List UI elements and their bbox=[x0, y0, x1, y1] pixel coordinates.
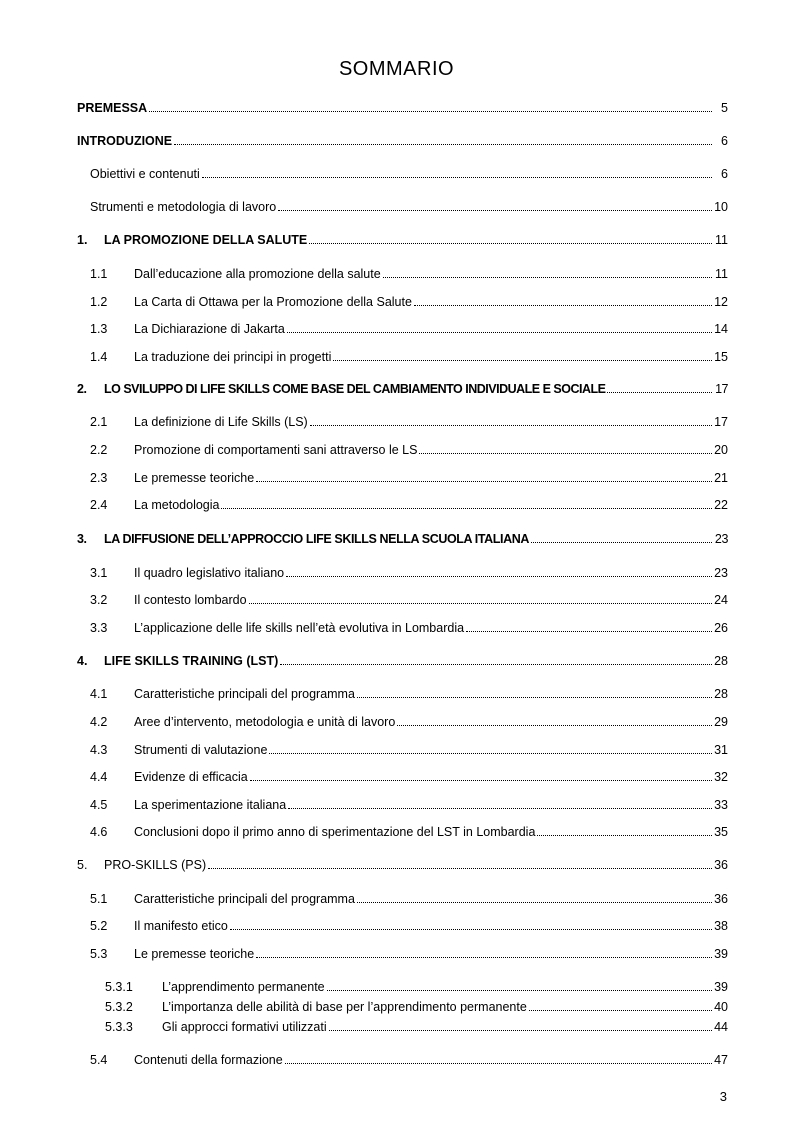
toc-entry-text: La sperimentazione italiana bbox=[134, 798, 287, 812]
toc-entry-page: 24 bbox=[714, 593, 728, 607]
toc-leader-dots bbox=[250, 769, 712, 781]
toc-chapter-5[interactable] bbox=[77, 857, 728, 873]
toc-entry-number: 5.3.2 bbox=[105, 1000, 133, 1014]
toc-entry-number: 2.2 bbox=[90, 443, 108, 457]
toc-leader-dots bbox=[309, 232, 712, 244]
toc-entry-text: Obiettivi e contenuti bbox=[90, 167, 200, 181]
toc-entry-number: 1.3 bbox=[90, 322, 108, 336]
toc-entry-number: 5.2 bbox=[90, 919, 108, 933]
toc-leader-dots bbox=[278, 199, 712, 211]
toc-entry-number: 5.3.3 bbox=[105, 1020, 133, 1034]
toc-leader-dots bbox=[149, 100, 712, 112]
toc-section-4-4[interactable] bbox=[90, 769, 728, 785]
toc-leader-dots bbox=[256, 946, 712, 958]
toc-entry-page: 6 bbox=[721, 134, 728, 148]
toc-entry-text: Aree d’intervento, metodologia e unità di lavoro bbox=[134, 715, 396, 729]
toc-entry-text: La Dichiarazione di Jakarta bbox=[134, 322, 285, 336]
toc-leader-dots bbox=[202, 166, 712, 178]
toc-entry-number: 5.3 bbox=[90, 947, 108, 961]
toc-leader-dots bbox=[531, 531, 712, 543]
toc-entry-text: LA PROMOZIONE DELLA SALUTE bbox=[104, 233, 308, 247]
toc-leader-dots bbox=[249, 592, 712, 604]
toc-subsection-5-3-2[interactable] bbox=[105, 999, 728, 1015]
toc-entry-number: 2.4 bbox=[90, 498, 108, 512]
toc-leader-dots bbox=[357, 891, 712, 903]
toc-leader-dots bbox=[280, 653, 712, 665]
toc-section-3-3[interactable] bbox=[90, 620, 728, 636]
toc-entry-number: 5.4 bbox=[90, 1053, 108, 1067]
toc-leader-dots bbox=[288, 797, 712, 809]
toc-entry-text: PRO-SKILLS (PS) bbox=[104, 858, 207, 872]
toc-entry-text: Il manifesto etico bbox=[134, 919, 228, 933]
toc-leader-dots bbox=[414, 294, 712, 306]
toc-entry-text: La definizione di Life Skills (LS) bbox=[134, 415, 308, 429]
toc-leader-dots bbox=[329, 1019, 712, 1031]
toc-entry-text: Conclusioni dopo il primo anno di sperimentazione del LST in Lombardia bbox=[134, 825, 536, 839]
toc-leader-dots bbox=[174, 133, 712, 145]
toc-entry-page: 11 bbox=[715, 233, 728, 247]
toc-leader-dots bbox=[357, 686, 712, 698]
toc-entry-text: Caratteristiche principali del programma bbox=[134, 892, 355, 906]
toc-leader-dots bbox=[397, 714, 712, 726]
toc-leader-dots bbox=[285, 1052, 712, 1064]
toc-entry-number: 2.1 bbox=[90, 415, 108, 429]
toc-section-5-2[interactable] bbox=[90, 918, 728, 934]
toc-entry-text: L’apprendimento permanente bbox=[162, 980, 325, 994]
toc-section-4-2[interactable] bbox=[90, 714, 728, 730]
toc-leader-dots bbox=[269, 742, 712, 754]
toc-leader-dots bbox=[230, 918, 712, 930]
toc-entry-number: 5.3.1 bbox=[105, 980, 133, 994]
toc-entry-page: 6 bbox=[721, 167, 728, 181]
toc-entry-page: 40 bbox=[714, 1000, 728, 1014]
toc-entry-page: 44 bbox=[714, 1020, 728, 1034]
toc-entry-number: 4. bbox=[77, 654, 88, 668]
toc-entry-number: 2.3 bbox=[90, 471, 108, 485]
toc-chapter-3[interactable] bbox=[77, 531, 728, 547]
toc-entry-number: 3.1 bbox=[90, 566, 108, 580]
toc-entry-page: 33 bbox=[714, 798, 728, 812]
toc-entry-page: 47 bbox=[714, 1053, 728, 1067]
toc-entry-number: 4.1 bbox=[90, 687, 108, 701]
toc-entry-text: PREMESSA bbox=[77, 101, 148, 115]
toc-section-1-3[interactable] bbox=[90, 321, 728, 337]
toc-entry-page: 36 bbox=[714, 892, 728, 906]
toc-entry-number: 4.3 bbox=[90, 743, 108, 757]
toc-entry-page: 29 bbox=[714, 715, 728, 729]
toc-entry-introduzione[interactable] bbox=[77, 133, 728, 149]
toc-subsection-5-3-3[interactable] bbox=[105, 1019, 728, 1035]
toc-entry-page: 12 bbox=[714, 295, 728, 309]
toc-entry-text: La Carta di Ottawa per la Promozione della Salute bbox=[134, 295, 412, 309]
toc-entry-page: 17 bbox=[714, 415, 728, 429]
toc-entry-page: 31 bbox=[714, 743, 728, 757]
toc-entry-number: 4.5 bbox=[90, 798, 108, 812]
toc-entry-text: Strumenti di valutazione bbox=[134, 743, 268, 757]
toc-leader-dots bbox=[310, 414, 712, 426]
toc-leader-dots bbox=[607, 381, 712, 393]
toc-entry-page: 15 bbox=[714, 350, 728, 364]
toc-section-4-5[interactable] bbox=[90, 797, 728, 813]
toc-entry-text: INTRODUZIONE bbox=[77, 134, 173, 148]
toc-entry-number: 1.2 bbox=[90, 295, 108, 309]
toc-entry-page: 39 bbox=[714, 980, 728, 994]
toc-entry-text: Gli approcci formativi utilizzati bbox=[162, 1020, 327, 1034]
toc-section-4-1[interactable] bbox=[90, 686, 728, 702]
toc-entry-page: 20 bbox=[714, 443, 728, 457]
toc-entry-page: 10 bbox=[714, 200, 728, 214]
page-number: 3 bbox=[719, 1089, 727, 1104]
toc-entry-page: 11 bbox=[715, 267, 728, 281]
toc-section-3-1[interactable] bbox=[90, 565, 728, 581]
toc-entry-text: Strumenti e metodologia di lavoro bbox=[90, 200, 277, 214]
toc-section-2-4[interactable] bbox=[90, 497, 728, 513]
toc-entry-number: 5.1 bbox=[90, 892, 108, 906]
toc-entry-text: Dall’educazione alla promozione della salute bbox=[134, 267, 381, 281]
toc-section-5-4[interactable] bbox=[90, 1052, 728, 1068]
toc-entry-number: 3. bbox=[77, 532, 87, 546]
toc-entry-page: 36 bbox=[714, 858, 728, 872]
toc-entry-premessa[interactable] bbox=[77, 100, 728, 116]
toc-section-1-1[interactable] bbox=[90, 266, 728, 282]
toc-entry-number: 4.2 bbox=[90, 715, 108, 729]
toc-entry-text: Caratteristiche principali del programma bbox=[134, 687, 355, 701]
toc-entry-number: 1. bbox=[77, 233, 88, 247]
toc-section-3-2[interactable] bbox=[90, 592, 728, 608]
toc-entry-page: 21 bbox=[714, 471, 728, 485]
toc-leader-dots bbox=[537, 824, 712, 836]
toc-entry-number: 1.1 bbox=[90, 267, 108, 281]
toc-entry-text: Contenuti della formazione bbox=[134, 1053, 283, 1067]
toc-entry-strumenti[interactable] bbox=[90, 199, 728, 215]
toc-entry-number: 5. bbox=[77, 858, 88, 872]
toc-entry-page: 32 bbox=[714, 770, 728, 784]
toc-leader-dots bbox=[256, 470, 712, 482]
toc-entry-page: 5 bbox=[721, 101, 728, 115]
toc-entry-page: 22 bbox=[714, 498, 728, 512]
toc-entry-page: 23 bbox=[714, 532, 728, 546]
toc-entry-text: L’importanza delle abilità di base per l’apprendimento permanente bbox=[162, 1000, 527, 1014]
toc-section-2-1[interactable] bbox=[90, 414, 728, 430]
toc-leader-dots bbox=[419, 442, 712, 454]
toc-chapter-4[interactable] bbox=[77, 653, 728, 669]
toc-section-5-3[interactable] bbox=[90, 946, 728, 962]
toc-entry-number: 3.3 bbox=[90, 621, 108, 635]
toc-entry-page: 35 bbox=[714, 825, 728, 839]
toc-entry-page: 23 bbox=[714, 566, 728, 580]
toc-entry-text: L’applicazione delle life skills nell’età evolutiva in Lombardia bbox=[134, 621, 465, 635]
toc-entry-page: 17 bbox=[715, 382, 728, 396]
toc-entry-text: LA DIFFUSIONE DELL’APPROCCIO LIFE SKILLS NELLA SCUOLA ITALIANA bbox=[104, 532, 529, 546]
toc-section-4-6[interactable] bbox=[90, 824, 728, 840]
toc-entry-page: 28 bbox=[714, 687, 728, 701]
page-title: SOMMARIO bbox=[338, 58, 455, 80]
toc-entry-number: 4.6 bbox=[90, 825, 108, 839]
toc-leader-dots bbox=[287, 321, 712, 333]
toc-entry-obiettivi[interactable] bbox=[90, 166, 728, 182]
toc-entry-page: 26 bbox=[714, 621, 728, 635]
toc-entry-page: 28 bbox=[714, 654, 728, 668]
toc-entry-page: 39 bbox=[714, 947, 728, 961]
toc-chapter-1[interactable] bbox=[77, 232, 728, 248]
toc-entry-page: 38 bbox=[714, 919, 728, 933]
toc-chapter-2[interactable] bbox=[77, 381, 728, 397]
toc-entry-text: LO SVILUPPO DI LIFE SKILLS COME BASE DEL CAMBIAMENTO INDIVIDUALE E SOCIALE bbox=[104, 382, 606, 396]
toc-entry-text: Le premesse teoriche bbox=[134, 471, 255, 485]
toc-section-1-4[interactable] bbox=[90, 349, 728, 365]
toc-entry-text: La traduzione dei principi in progetti bbox=[134, 350, 332, 364]
toc-section-1-2[interactable] bbox=[90, 294, 728, 310]
toc-entry-number: 3.2 bbox=[90, 593, 108, 607]
toc-leader-dots bbox=[466, 620, 712, 632]
toc-section-2-2[interactable] bbox=[90, 442, 728, 458]
toc-entry-number: 2. bbox=[77, 382, 87, 396]
toc-section-4-3[interactable] bbox=[90, 742, 728, 758]
toc-entry-page: 14 bbox=[714, 322, 728, 336]
toc-entry-text: Il quadro legislativo italiano bbox=[134, 566, 285, 580]
toc-leader-dots bbox=[208, 857, 712, 869]
toc-entry-text: Il contesto lombardo bbox=[134, 593, 247, 607]
toc-leader-dots bbox=[383, 266, 712, 278]
toc-leader-dots bbox=[286, 565, 712, 577]
toc-entry-text: Evidenze di efficacia bbox=[134, 770, 248, 784]
toc-section-5-1[interactable] bbox=[90, 891, 728, 907]
toc-entry-number: 4.4 bbox=[90, 770, 108, 784]
toc-entry-number: 1.4 bbox=[90, 350, 108, 364]
toc-entry-text: Promozione di comportamenti sani attraverso le LS bbox=[134, 443, 418, 457]
toc-leader-dots bbox=[221, 497, 712, 509]
toc-entry-text: LIFE SKILLS TRAINING (LST) bbox=[104, 654, 279, 668]
toc-section-2-3[interactable] bbox=[90, 470, 728, 486]
toc-entry-text: Le premesse teoriche bbox=[134, 947, 255, 961]
toc-leader-dots bbox=[529, 999, 712, 1011]
toc-entry-text: La metodologia bbox=[134, 498, 220, 512]
toc-leader-dots bbox=[327, 979, 712, 991]
toc-leader-dots bbox=[333, 349, 712, 361]
toc-subsection-5-3-1[interactable] bbox=[105, 979, 728, 995]
